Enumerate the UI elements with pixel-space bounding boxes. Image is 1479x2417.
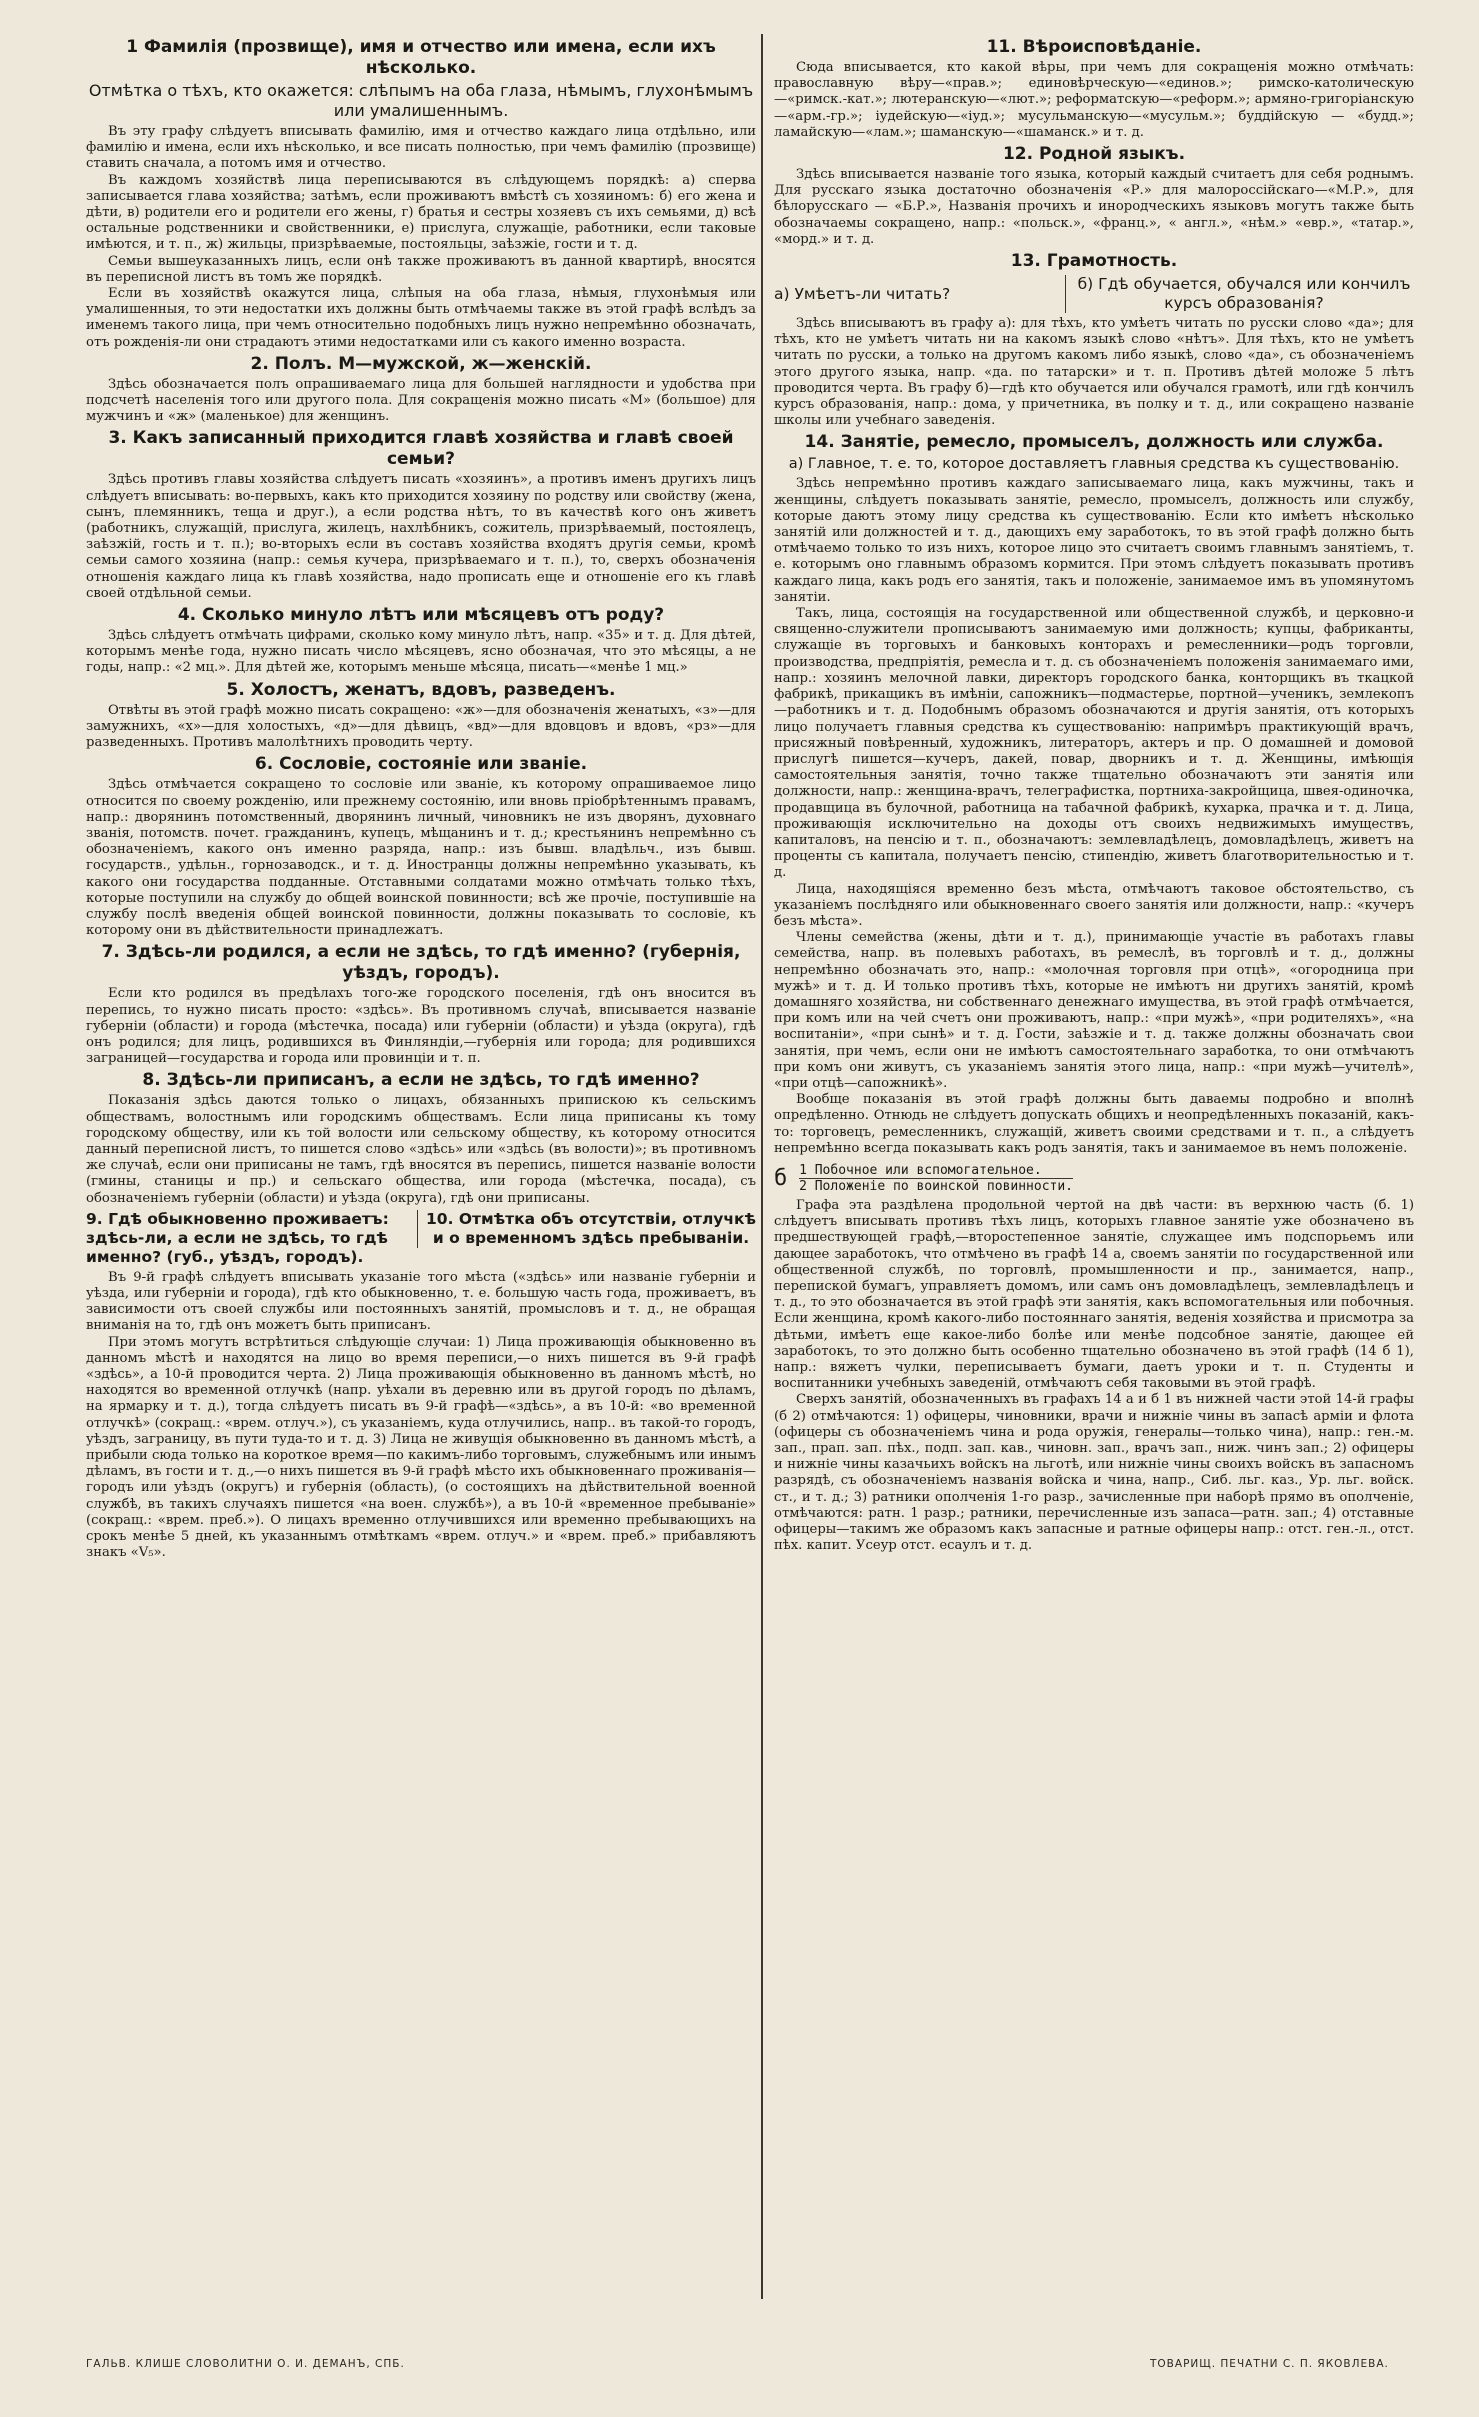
section-14-b-letter: б	[774, 1165, 788, 1191]
section-1-title: 1 Фамилія (прозвище), имя и отчество или имена, если ихъ нѣсколько.	[126, 37, 716, 78]
footer-left: ГАЛЬВ. КЛИШЕ СЛОВОЛИТНИ О. И. ДЕМАНЪ, СПБ.	[86, 2358, 405, 2370]
section-13-para-1: Здѣсь вписываютъ въ графу а): для тѣхъ, кто умѣетъ читать по русски слово «да»; для тѣхъ, кто не умѣетъ читать ни на какомъ языкѣ слово «нѣтъ». Для тѣхъ, кто не умѣетъ читать по русски, а только на другомъ какомъ либо языкѣ, слово «да», съ обозначеніемъ этого другого языка, напр. «да. по татарски» и т. п. Противъ дѣтей моложе 5 лѣтъ проводится черта. Въ графу б)—гдѣ кто обучается или обучался грамотѣ, или гдѣ кончилъ курсъ образованія, напр.: дома, у причетника, въ полку и т. д., или сокращено названіе школы или учебнаго заведенія.	[774, 316, 1414, 429]
section-10-title: 10. Отмѣтка объ отсутствіи, отлучкѣ и о временномъ здѣсь пребываніи.	[417, 1210, 756, 1248]
section-12-para-1: Здѣсь вписывается названіе того языка, который каждый считаетъ для себя роднымъ. Для русскаго языка достаточно обозначенія «Р.» для малороссійскаго—«М.Р.», для бѣлорусскаго — «Б.Р.», Названія прочихъ и инородческихъ языковъ могутъ также быть обозначаемы сокращено, напр.: «польск.», «франц.», « англ.», «нѣм.» «евр.», «татар.», «морд.» и т. д.	[774, 167, 1414, 247]
section-14-note-2: 2 Положеніе по воинской повинности.	[799, 1178, 1074, 1194]
section-3-title: 3. Какъ записанный приходится главѣ хозяйства и главѣ своей семьи?	[108, 428, 734, 470]
section-1-para-1: Въ эту графу слѣдуетъ вписывать фамилію, имя и отчество каждаго лица отдѣльно, или фамилію и имена, если ихъ нѣсколько, и все писать полностью, при чемъ фамилію (прозвище) ставить сначала, а потомъ имя и отчество.	[86, 124, 756, 172]
section-9-para-2: При этомъ могутъ встрѣтиться слѣдующіе случаи: 1) Лица проживающія обыкновенно въ данномъ мѣстѣ и находятся на лицо во время переписи,—о нихъ пишется въ 9-й графѣ «здѣсь», а 10-й проводится черта. 2) Лица проживающія обыкновенно въ данномъ мѣстѣ, но находятся во временной отлучкѣ (напр. уѣхали въ деревню или въ другой городъ по дѣламъ, на ярмарку и т. д.), тогда слѣдуетъ писать въ 9-й графѣ—«здѣсь», а въ 10-й: «во временной отлучкѣ» (сокращ.: «врем. отлуч.»), съ указаніемъ, куда отлучились, напр.. въ такой-то городъ, уѣздъ, заграницу, въ пути туда-то и т. д. 3) Лица не живущія обыкновенно въ данномъ мѣстѣ, а прибыли сюда только на короткое время—по какимъ-либо торговымъ, служебнымъ или инымъ дѣламъ, въ гости и т. д.,—о нихъ пишется въ 9-й графѣ мѣсто ихъ обыкновеннаго проживанія—городъ или уѣздъ (округъ) и губернія (область), (о состоящихъ на дѣйствительной военной службѣ, въ такихъ случаяхъ пишется «на воен. службѣ»), а въ 10-й «временное пребываніе» (сокращ.: «врем. преб.»). О лицахъ временно отлучившихся или временно пребывающихъ на срокъ менѣе 5 дней, къ указаннымъ отмѣткамъ «врем. отлуч.» и «врем. преб.» прибавляютъ знакъ «V₅».	[86, 1334, 756, 1561]
section-13-a: а) Умѣетъ-ли читать?	[774, 285, 951, 304]
section-13-subheader	[774, 275, 1414, 313]
section-14-title: 14. Занятіе, ремесло, промыселъ, должность или служба.	[804, 432, 1384, 453]
section-6-title: 6. Сословіе, состояніе или званіе.	[254, 754, 588, 775]
section-14-note-1: 1 Побочное или вспомогательное.	[799, 1163, 1073, 1179]
section-14-para-4: Члены семейства (жены, дѣти и т. д.), принимающіе участіе въ работахъ главы семейства, напр. въ полевыхъ работахъ, въ ремеслѣ, въ торговлѣ и т. д., должны непремѣнно обозначать это, напр.: «молочная торговля при отцѣ», «огородница при мужѣ» и т. д. И только противъ тѣхъ, которые не имѣютъ ни другихъ занятій, кромѣ домашняго хозяйства, ни собственнаго денежнаго имущества, въ этой графѣ отмѣчается, при комъ или на чей счетъ они проживаютъ, напр.: «при мужѣ», «при родителяхъ», «на воспитаніи», «при сынѣ» и т. д. Гости, заѣзжіе и т. д. также должны обозначать свои занятія, при чемъ, если они не имѣютъ самостоятельнаго заработка, то они отмѣчаютъ при комъ они живутъ, съ указаніемъ занятія этого лица, напр.: «при мужѣ—учителѣ», «при отцѣ—сапожникѣ».	[774, 930, 1414, 1091]
section-1-para-2: Въ каждомъ хозяйствѣ лица переписываются въ слѣдующемъ порядкѣ: а) сперва записывается глава хозяйства; затѣмъ, если проживаютъ вмѣстѣ съ хозяиномъ: б) его жена и дѣти, в) родители его и родители его жены, г) братья и сестры хозяевъ съ ихъ семьями, д) всѣ остальные родственники и свойственники, е) прислуга, служащіе, работники, если таковые имѣются, и т. п., ж) жильцы, призрѣваемые, постояльцы, заѣзжіе, гости и т. д.	[86, 172, 756, 253]
section-13-title: 13. Грамотность.	[1010, 251, 1178, 272]
section-1-para-3: Семьи вышеуказанныхъ лицъ, если онѣ также проживаютъ въ данной квартирѣ, вносятся въ переписной листъ въ томъ же порядкѣ.	[86, 253, 756, 285]
left-column	[86, 34, 756, 2304]
section-7-title: 7. Здѣсь-ли родился, а если не здѣсь, то гдѣ именно? (губернія, уѣздъ, городъ).	[101, 942, 741, 984]
section-8-para-1: Показанія здѣсь даются только о лицахъ, обязанныхъ припискою къ сельскимъ обществамъ, волостнымъ или городскимъ обществамъ. Если лица приписаны къ тому городскому обществу, или къ той волости или сельскому обществу, къ которому относится данный переписной листъ, то пишется слово «здѣсь» или «здѣсь (въ волости)»; въ противномъ же случаѣ, если они приписаны не тамъ, гдѣ вносятся въ перепись, пишется названіе волости (гмины, станицы и пр.) и сельскаго общества, или города (мѣстечка, посада), съ обозначеніемъ губерніи (области) и уѣзда (округа), гдѣ они приписаны.	[86, 1093, 756, 1206]
section-4-para-1: Здѣсь слѣдуетъ отмѣчать цифрами, сколько кому минуло лѣтъ, напр. «35» и т. д. Для дѣтей, которымъ менѣе года, нужно писать число мѣсяцевъ, ясно обозначая, что это мѣсяцы, а не годы, напр.: «2 мц.». Для дѣтей же, которымъ меньше мѣсяца, писать—«менѣе 1 мц.»	[86, 628, 756, 676]
section-8-title: 8. Здѣсь-ли приписанъ, а если не здѣсь, то гдѣ именно?	[142, 1070, 700, 1091]
section-14-para-5: Вообще показанія въ этой графѣ должны быть даваемы подробно и вполнѣ опредѣленно. Отнюдь не слѣдуетъ допускать общихъ и неопредѣленныхъ показаній, какъ-то: торговецъ, ремесленникъ, служащій, живетъ своими средствами и т. п., а слѣдуетъ непремѣнно всегда показывать какъ родъ занятія, такъ и занимаемое въ немъ положеніе.	[774, 1092, 1414, 1156]
section-11-para-1: Сюда вписывается, кто какой вѣры, при чемъ для сокращенія можно отмѣчать: православную вѣру—«прав.»; единовѣрческую—«единов.»; римско-католическую—«римск.-кат.»; лютеранскую—«лют.»; реформатскую—«реформ.»; армяно-григоріанскую—«арм.-гр.»; іудейскую—«іуд.»; мусульманскую—«мусульм.»; буддійскую — «будд.»; ламайскую—«лам.»; шаманскую—«шаманск.» и т. д.	[774, 60, 1414, 140]
section-14-para-7: Сверхъ занятій, обозначенныхъ въ графахъ 14 а и б 1 въ нижней части этой 14-й графы (б 2) отмѣчаются: 1) офицеры, чиновники, врачи и нижніе чины въ запасѣ арміи и флота (офицеры съ обозначеніемъ чина и рода оружія, генералы—только чина), напр.: ген.-м. зап., прап. зап. пѣх., подп. зап. кав., чиновн. зап., врачъ зап., ниж. чинъ зап.; 2) офицеры и нижніе чины казачьихъ войскъ на льготѣ, или нижніе чины своихъ войскъ въ запасномъ разрядѣ, съ обозначеніемъ названія войска и чина, напр., Сиб. льг. каз., Ур. льг. войск. ст., и т. д.; 3) ратники ополченія 1-го разр., зачисленные при наборѣ прямо въ ополченіе, отмѣчаются: ратн. 1 разр.; ратники, перечисленные изъ запаса—ратн. зап.; 4) отставные офицеры—такимъ же образомъ какъ запасные и ратные офицеры напр.: отст. ген.-л., отст. пѣх. капит. Усеур отст. есаулъ и т. д.	[774, 1392, 1414, 1554]
section-7-para-1: Если кто родился въ предѣлахъ того-же городского поселенія, гдѣ онъ вносится въ перепись, то нужно писать просто: «здѣсь». Въ противномъ случаѣ, вписывается названіе губерніи (области) и города (мѣстечка, посада) или губерніи (области) и уѣзда (округа), гдѣ онъ родился; для лицъ, родившихся въ Финляндіи,—губернія или города; для родившихся заграницей—государства и города или провинціи и т. п.	[86, 986, 756, 1067]
section-14-para-1: Здѣсь непремѣнно противъ каждаго записываемаго лица, какъ мужчины, такъ и женщины, слѣдуетъ показывать занятіе, ремесло, промыселъ, должность или службу, которые даютъ этому лицу средства къ существованію. Если кто имѣетъ нѣсколько занятій или должностей и т. д., дающихъ ему заработокъ, то въ этой графѣ должно быть отмѣчаемо только то изъ нихъ, которое лицо это считаетъ своимъ главнымъ занятіемъ, т. е. которымъ оно главнымъ образомъ кормится. При этомъ слѣдуетъ показывать противъ каждаго лица, какъ родъ его занятія, такъ и положеніе, занимаемое имъ въ упомянутомъ занятіи.	[774, 476, 1414, 605]
section-3-para-1: Здѣсь противъ главы хозяйства слѣдуетъ писать «хозяинъ», а противъ именъ другихъ лицъ слѣдуетъ вписывать: во-первыхъ, какъ кто приходится хозяину по родству или свойству (жена, сынъ, племянникъ, теща и друг.), а если родства нѣтъ, то въ качествѣ кого онъ живетъ (работникъ, служащій, прислуга, жилецъ, нахлѣбникъ, сожитель, призрѣваемый, постоялецъ, заѣзжій, гость и т. п.); во-вторыхъ если въ составъ хозяйства входятъ другія семьи, кромѣ семьи самого хозяина (напр.: семья кучера, призрѣваемаго и т. п.), то, сверхъ обозначенія отношенія каждаго лица къ главѣ хозяйства, надо прописать еще и отношеніе его къ главѣ своей отдѣльной семьи.	[86, 472, 756, 601]
section-1-para-4: Если въ хозяйствѣ окажутся лица, слѣпыя на оба глаза, нѣмыя, глухонѣмыя или умалишенныя, то эти недостатки ихъ должны быть отмѣчаемы также въ этой графѣ вслѣдъ за именемъ такого лица, при чемъ относительно подобныхъ лицъ нужно непремѣнно обозначать, отъ рожденія-ли они страдаютъ этими недостатками или съ какого именно возраста.	[86, 286, 756, 350]
section-5-title: 5. Холостъ, женатъ, вдовъ, разведенъ.	[226, 679, 616, 700]
section-6-para-1: Здѣсь отмѣчается сокращено то сословіе или званіе, къ которому опрашиваемое лицо относится по своему рожденію, или прежнему состоянію, или вновь пріобрѣтеннымъ правамъ, напр.: дворянинъ потомственный, дворянинъ личный, чиновникъ не изъ дворянъ, духовнаго званія, потомств. почет. гражданинъ, купецъ, мѣщанинъ и т. д.; крестьянинъ непремѣнно съ обозначеніемъ, какого онъ именно разряда, напр.: изъ бывш. владѣльч., изъ бывш. государств., удѣльн., горнозаводск., и т. д. Иностранцы должны непремѣнно указывать, къ какого они государства подданные. Отставными солдатами можно отмѣчать только тѣхъ, которые поступили на службу до общей воинской повинности; всѣ же прочіе, поступившіе на службу послѣ введенія общей воинской повинности, должны показывать то сословіе, къ которому они въ дѣйствительности принадлежатъ.	[86, 777, 756, 939]
section-2-title: 2. Полъ. М—мужской, ж—женскій.	[250, 353, 592, 374]
section-5-para-1: Отвѣты въ этой графѣ можно писать сокращено: «ж»—для обозначенія женатыхъ, «з»—для замужнихъ, «х»—для холостыхъ, «д»—для дѣвицъ, «вд»—для вдовцовъ и вдовъ, «рз»—для разведенныхъ. Противъ малолѣтнихъ проводить черту.	[86, 702, 756, 751]
footer-right: ТОВАРИЩ. ПЕЧАТНИ С. П. ЯКОВЛЕВА.	[1150, 2358, 1389, 2370]
section-14-para-3: Лица, находящіяся временно безъ мѣста, отмѣчаютъ таковое обстоятельство, съ указаніемъ послѣдняго или обыкновеннаго своего занятія или должности, напр.: «кучеръ безъ мѣста».	[774, 881, 1414, 929]
section-14-b-notes	[774, 1163, 1414, 1194]
section-14-subtitle: а) Главное, т. е. то, которое доставляетъ главныя средства къ существованію.	[788, 456, 1400, 473]
section-11-title: 11. Вѣроисповѣданіе.	[986, 37, 1202, 57]
column-divider	[761, 34, 763, 2299]
section-12-title: 12. Родной языкъ.	[1002, 144, 1186, 165]
right-column	[774, 34, 1414, 2304]
section-14-para-6: Графа эта раздѣлена продольной чертой на двѣ части: въ верхнюю часть (б. 1) слѣдуетъ вписывать противъ тѣхъ лицъ, которыхъ главное занятіе уже обозначено въ предшествующей графѣ,—второстепенное занятіе, служащее имъ подспорьемъ или дающее заработокъ, что отмѣчено въ графѣ 14 а, своемъ занятіи по государственной или общественной службѣ, по торговлѣ, промышленности и пр., занимается, напр., перепиской бумагъ, управляетъ домомъ, или самъ онъ домовладѣлецъ, землевладѣлецъ и т. д., то это обозначается въ этой графѣ эти занятія, какъ вспомогательныя или побочныя. Если женщина, кромѣ какого-либо постояннаго занятія, веденія хозяйства и присмотра за дѣтьми, имѣетъ еще какое-либо болѣе или менѣе подсобное занятіе, дающее ей заработокъ, то это должно быть особенно тщательно обозначено въ этой графѣ (14 б 1), напр.: вяжетъ чулки, переписываетъ бумаги, даетъ уроки и т. п. Студенты и воспитанники учебныхъ заведеній, отмѣчаютъ себя таковыми въ этой графѣ.	[774, 1197, 1414, 1392]
section-13-b: б) Гдѣ обучается, обучался или кончилъ курсъ образованія?	[1065, 275, 1414, 313]
section-2-para-1: Здѣсь обозначается полъ опрашиваемаго лица для большей наглядности и удобства при подсчетѣ населенія того или другого пола. Для сокращенія можно писать «М» (большое) для мужчинъ и «ж» (маленькое) для женщинъ.	[86, 376, 756, 425]
section-1-mark-title: Отмѣтка о тѣхъ, кто окажется: слѣпымъ на оба глаза, нѣмымъ, глухонѣмымъ или умалишеннымъ.	[88, 81, 754, 120]
sections-9-10-header	[86, 1210, 756, 1267]
section-9-para-1: Въ 9-й графѣ слѣдуетъ вписывать указаніе того мѣста («здѣсь» или названіе губерніи и уѣзда, или губерніи и города), гдѣ кто обыкновенно, т. е. большую часть года, проживаетъ, въ зависимости отъ своей службы или постоянныхъ занятій, промысловъ и т. д., не обращая вниманія на то, гдѣ онъ можетъ быть приписанъ.	[86, 1269, 756, 1334]
section-14-para-2: Такъ, лица, состоящія на государственной или общественной службѣ, и церковно-и священно-служители прописываютъ занимаемую ими должность; купцы, фабриканты, служащіе въ торговыхъ и банковыхъ конторахъ и ремесленники—родъ торговли, производства, предпріятія, ремесла и т. д. съ обозначеніемъ положенія занимаемаго ими, напр.: хозяинъ мелочной лавки, директоръ городского банка, конторщикъ въ ткацкой фабрикѣ, прикащикъ въ имѣніи, сапожникъ—подмастерье, портной—ученикъ, землекопъ—работникъ и т. д. Подобнымъ образомъ обозначаются и другія занятія, отъ которыхъ лицо получаетъ главныя средства къ существованію: напримѣръ практикующій врачъ, присяжный повѣренный, художникъ, литераторъ, актеръ и пр. О домашней и домовой прислугѣ пишется—кучеръ, дакей, повар, дворникъ и т. д. Женщины, имѣющія самостоятельныя занятія, точно также тщательно обозначаютъ эти занятія или должности, напр.: женщина-врачъ, телеграфистка, портниха-закройщица, швея-одиночка, продавщица въ булочной, работница на табачной фабрикѣ, кухарка, прачка и т. д. Лица, проживающія исключительно на доходы отъ своихъ недвижимыхъ имуществъ, капиталовъ, на пенсію и т. п., обозначаютъ: землевладѣлецъ, домовладѣлецъ, живетъ на проценты съ капитала, получаетъ пенсію, стипендію, живетъ благотворительностью и т. д.	[774, 606, 1414, 881]
section-4-title: 4. Сколько минуло лѣтъ или мѣсяцевъ отъ роду?	[177, 605, 665, 626]
section-9-title: 9. Гдѣ обыкновенно проживаетъ: здѣсь-ли, а если не здѣсь, то гдѣ именно? (губ., уѣздъ, городъ).	[86, 1209, 389, 1266]
